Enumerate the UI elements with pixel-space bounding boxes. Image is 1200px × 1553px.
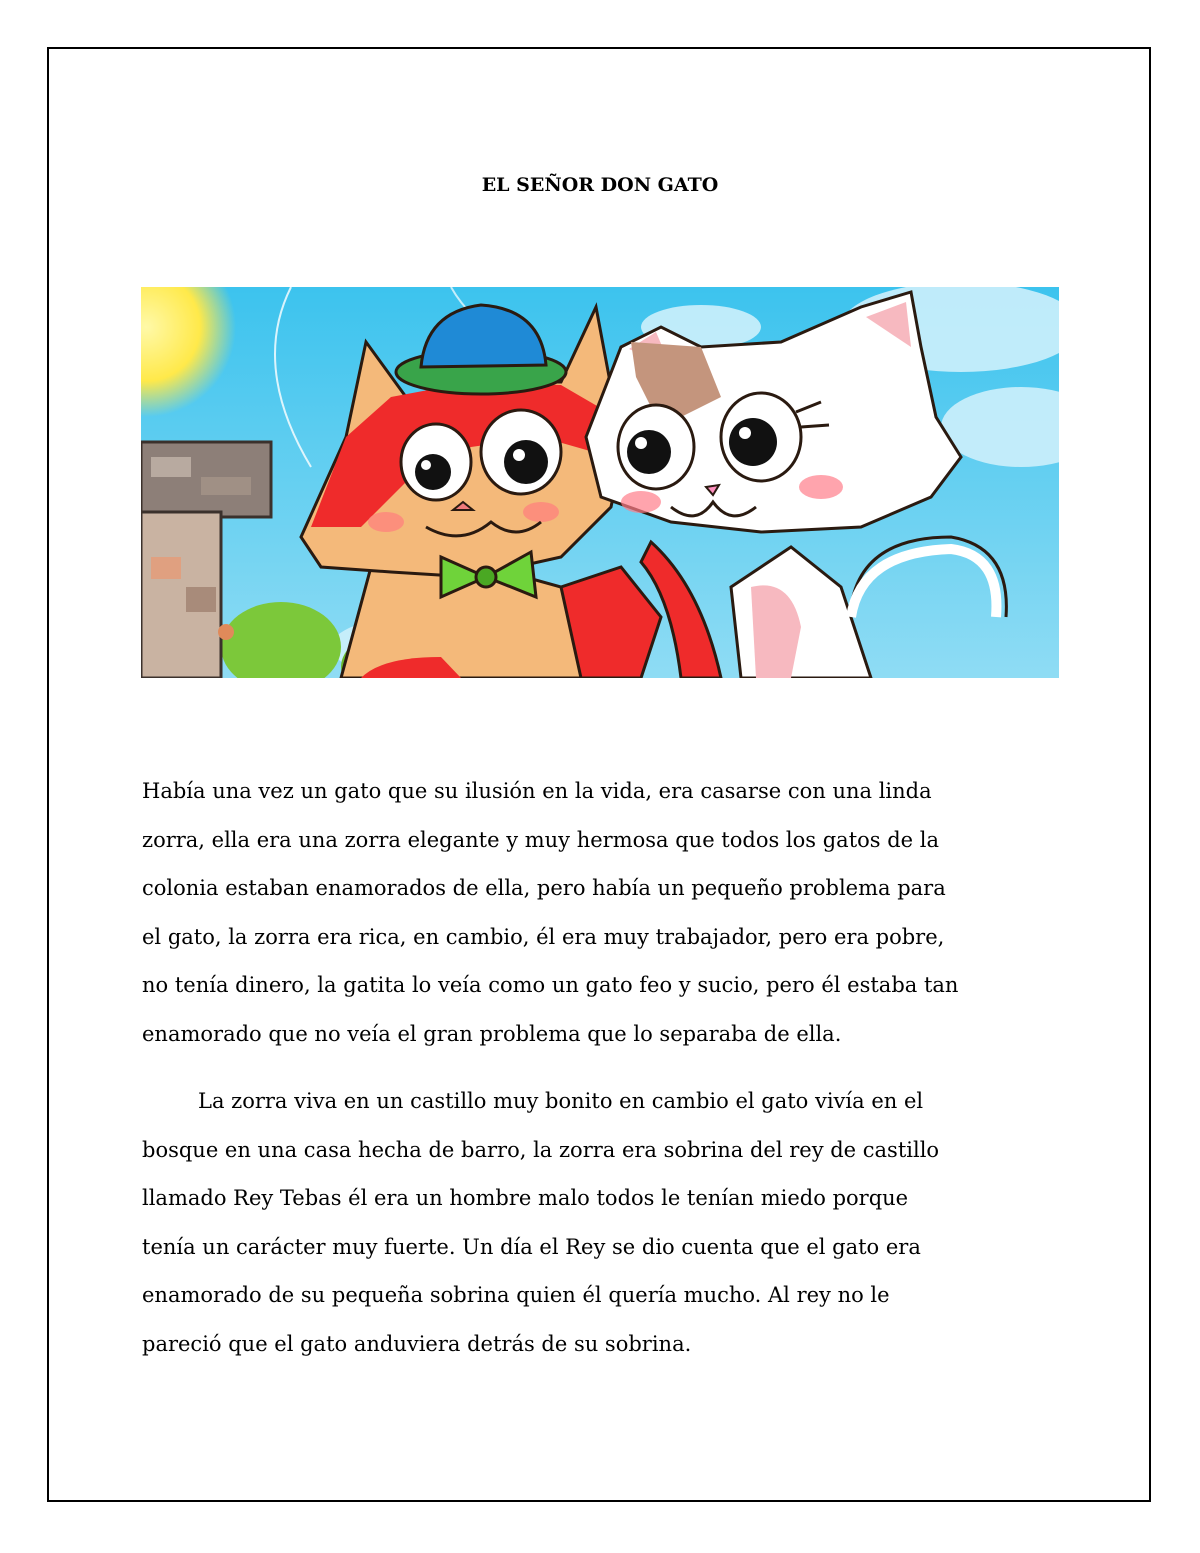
text-line: colonia estaban enamorados de ella, pero había un pequeño problema para xyxy=(142,876,946,900)
text-line: enamorado que no veía el gran problema que lo separaba de ella. xyxy=(142,1021,842,1046)
paragraph-1 xyxy=(142,767,1060,1058)
text-line: zorra, ella era una zorra elegante y muy hermosa que todos los gatos de la xyxy=(142,827,940,852)
illustration-svg xyxy=(141,287,1059,678)
text-line: llamado Rey Tebas él era un hombre malo todos le tenían miedo porque xyxy=(142,1186,909,1210)
text-line: Había una vez un gato que su ilusión en la vida, era casarse con una linda xyxy=(142,779,932,803)
text-line: no tenía dinero, la gatita lo veía como un gato feo y sucio, pero él estaba tan xyxy=(142,973,959,997)
text-line: enamorado de su pequeña sobrina quien él quería mucho. Al rey no le xyxy=(142,1283,890,1307)
cartoon-cats-illustration xyxy=(141,287,1059,678)
text-line: pareció que el gato anduviera detrás de su sobrina. xyxy=(142,1331,692,1356)
text-line: La zorra viva en un castillo muy bonito en cambio el gato vivía en el xyxy=(198,1089,924,1113)
text-line: tenía un carácter muy fuerte. Un día el Rey se dio cuenta que el gato era xyxy=(142,1234,921,1259)
document-title: EL SEÑOR DON GATO xyxy=(481,174,719,196)
text-line: bosque en una casa hecha de barro, la zorra era sobrina del rey de castillo xyxy=(142,1137,940,1162)
text-line: el gato, la zorra era rica, en cambio, él era muy trabajador, pero era pobre, xyxy=(142,924,945,949)
paragraph-2 xyxy=(142,1077,1060,1368)
